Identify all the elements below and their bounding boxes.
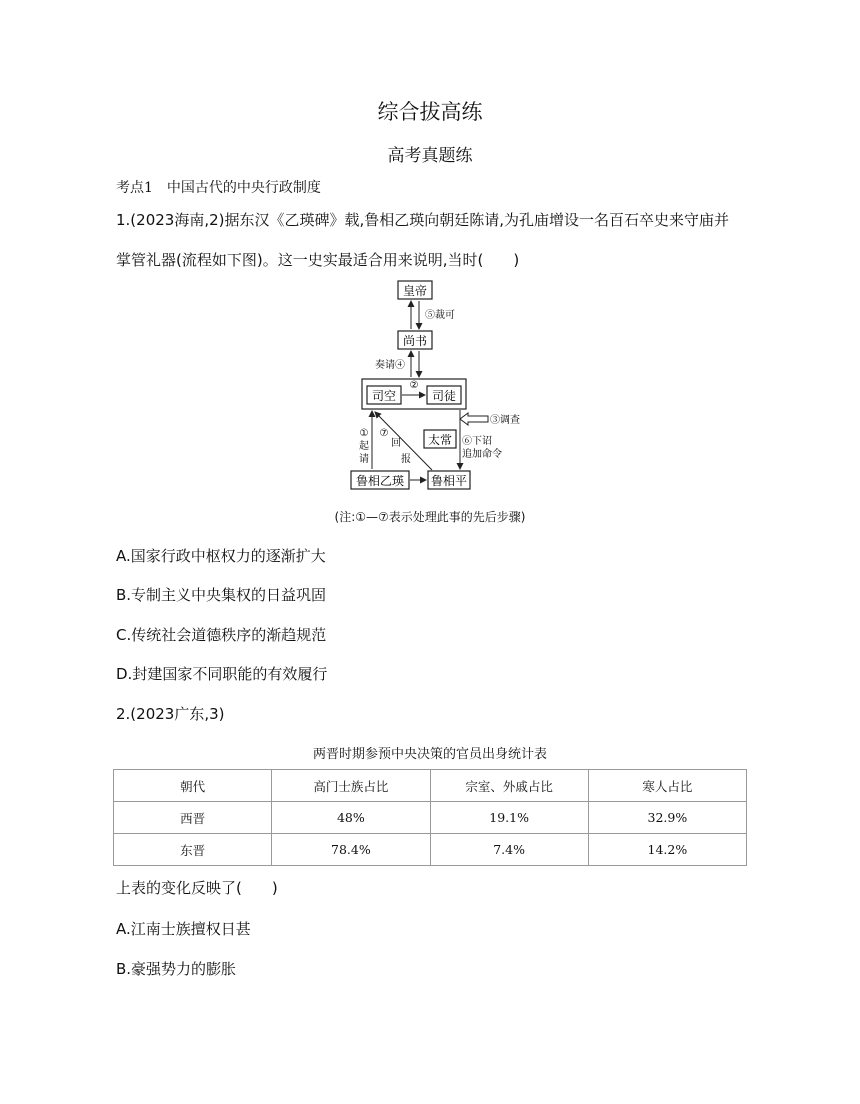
page-title: 综合拔高练 [377, 100, 483, 124]
label-taichang: 太常 [427, 433, 453, 447]
table-cell: 7.4% [430, 834, 588, 866]
q1-option-d[interactable]: D.封建国家不同职能的有效履行 [116, 665, 328, 683]
header-cell: 宗室、外戚占比 [430, 770, 588, 802]
step5-label: ⑤裁可 [425, 310, 455, 321]
table-cell: 48% [272, 802, 430, 834]
q1-stem-line1: 1.(2023海南,2)据东汉《乙瑛碑》载,鲁相乙瑛向朝廷陈请,为孔庙增设一名百石卒史来守庙并 [116, 211, 730, 229]
q1-option-b[interactable]: B.专制主义中央集权的日益巩固 [116, 586, 327, 604]
q2-option-a[interactable]: A.江南士族擅权日甚 [116, 920, 251, 938]
table-cell: 14.2% [588, 834, 746, 866]
page-subtitle: 高考真题练 [387, 146, 473, 166]
q1-option-a[interactable]: A.国家行政中枢权力的逐渐扩大 [116, 547, 326, 565]
label-yiying: 鲁相乙瑛 [355, 474, 405, 488]
q2-option-b[interactable]: B.豪强势力的膨胀 [116, 960, 237, 978]
step6-label: ⑥下诏 [462, 436, 492, 447]
table-row [114, 802, 747, 834]
step1-text-1: 起 [359, 441, 369, 452]
label-sikong: 司空 [371, 389, 397, 403]
step4-label: 奏请④ [375, 360, 405, 371]
q2-stem-line1: 2.(2023广东,3) [116, 705, 225, 723]
diagram-note: (注:①—⑦表示处理此事的先后步骤) [334, 510, 526, 524]
table-row [114, 834, 747, 866]
table-cell: 东晋 [114, 834, 272, 866]
section-heading: 考点1 中国古代的中央行政制度 [116, 180, 321, 196]
step1-text-2: 请 [359, 454, 369, 465]
table-cell: 西晋 [114, 802, 272, 834]
header-cell: 朝代 [114, 770, 272, 802]
label-shangshu: 尚书 [402, 334, 428, 348]
table-header-row [114, 770, 747, 802]
stats-table [113, 769, 747, 866]
q2-stem: 上表的变化反映了( ) [116, 879, 278, 897]
header-cell: 寒人占比 [588, 770, 746, 802]
table-caption: 两晋时期参预中央决策的官员出身统计表 [312, 747, 547, 762]
q1-option-c[interactable]: C.传统社会道德秩序的渐趋规范 [116, 626, 327, 644]
table-cell: 78.4% [272, 834, 430, 866]
header-cell: 高门士族占比 [272, 770, 430, 802]
step7-label: ⑦ [379, 428, 389, 439]
table-cell: 32.9% [588, 802, 746, 834]
step3-label: ③调查 [490, 415, 520, 426]
step7-text-2: 报 [401, 454, 411, 465]
label-situ: 司徒 [431, 389, 457, 403]
label-luxiangping: 鲁相平 [430, 474, 468, 488]
label-emperor: 皇帝 [402, 284, 428, 298]
step1-label: ① [359, 428, 369, 439]
step6-text: 追加命令 [462, 449, 502, 460]
table-cell: 19.1% [430, 802, 588, 834]
arrow-step3 [460, 413, 488, 425]
q1-stem-line2: 掌管礼器(流程如下图)。这一史实最适合用来说明,当时( ) [116, 251, 520, 269]
process-flow-diagram [340, 276, 530, 494]
step7-text-1: 回 [391, 438, 401, 449]
step2-label: ② [409, 380, 419, 391]
